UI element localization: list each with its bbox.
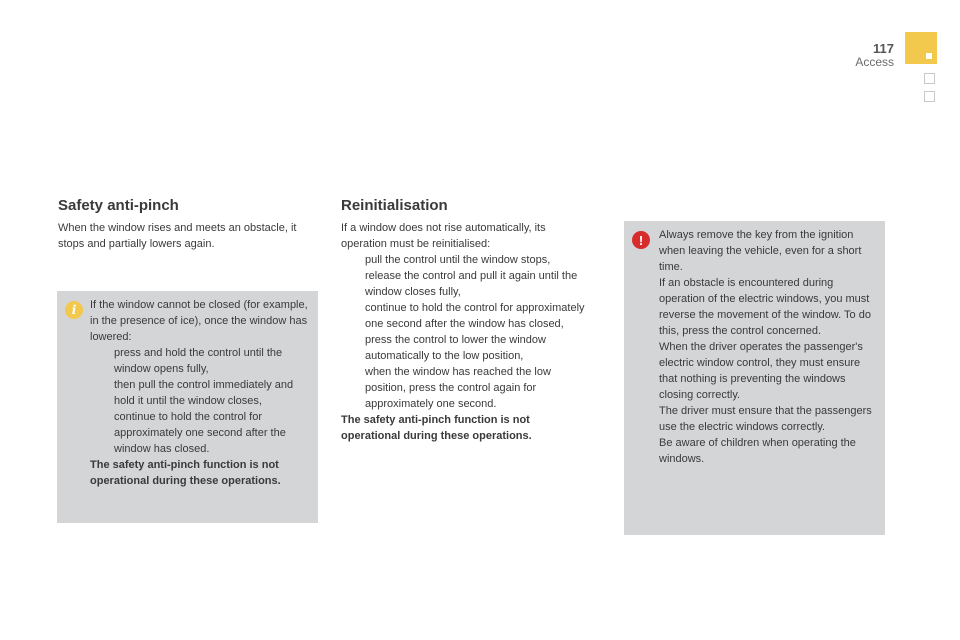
info-box (57, 291, 318, 523)
list-item (341, 252, 591, 268)
section-tab-box (924, 91, 935, 102)
info-box-content (90, 297, 312, 489)
info-lead: If the window cannot be closed (for example, in the presence of ice), once the window has lowered: (90, 299, 308, 343)
reinitialisation-note: The safety anti-pinch function is not operational during these operations. (341, 414, 532, 442)
info-icon: i (65, 301, 83, 319)
section-name: Access (855, 55, 894, 69)
warning-box (624, 221, 885, 535)
reinitialisation-list (341, 252, 591, 412)
list-item-text: when the window has reached the low position, press the control again for approximately one second. (365, 366, 551, 410)
safety-anti-pinch-heading: Safety anti-pinch (58, 197, 179, 214)
reinitialisation-heading: Reinitialisation (341, 197, 448, 214)
list-item (341, 364, 591, 412)
list-item-text: pull the control until the window stops, (365, 254, 551, 266)
list-item-text: continue to hold the control for approximately one second after the window has closed. (114, 411, 286, 455)
list-item (341, 268, 591, 300)
list-item (90, 409, 312, 457)
list-item (341, 300, 591, 332)
list-item (90, 377, 312, 409)
warning-box-content (659, 227, 881, 467)
safety-anti-pinch-intro: When the window rises and meets an obstacle, it stops and partially lowers again. (58, 222, 297, 250)
section-tab-box (924, 73, 935, 84)
section-tab-active (905, 32, 937, 64)
reinitialisation-content (341, 220, 591, 444)
list-item-text: continue to hold the control for approximately one second after the window has closed, (365, 302, 585, 330)
warning-text: Always remove the key from the ignition when leaving the vehicle, even for a short time. If an obstacle is encountered during operation of the electric windows, you must reverse the movement of the window. To do this, press the control concerned. When the driver operates the passenger's electric window control, they must ensure that nothing is preventing the windows closing correctly. The driver must ensure that the passengers use the electric windows correctly. Be aware of children when operating the windows. (659, 229, 872, 465)
list-item-text: release the control and pull it again until the window closes fully, (365, 270, 578, 298)
info-list (90, 345, 312, 457)
list-item-text: then pull the control immediately and hold it until the window closes, (114, 379, 294, 407)
list-item-text: press the control to lower the window automatically to the low position, (365, 334, 546, 362)
page-number: 117 (873, 41, 894, 56)
reinitialisation-lead: If a window does not rise automatically, its operation must be reinitialised: (341, 222, 546, 250)
list-item-text: press and hold the control until the window opens fully, (114, 347, 283, 375)
list-item (90, 345, 312, 377)
list-item (341, 332, 591, 364)
info-note: The safety anti-pinch function is not operational during these operations. (90, 459, 281, 487)
warning-icon: ! (632, 231, 650, 249)
